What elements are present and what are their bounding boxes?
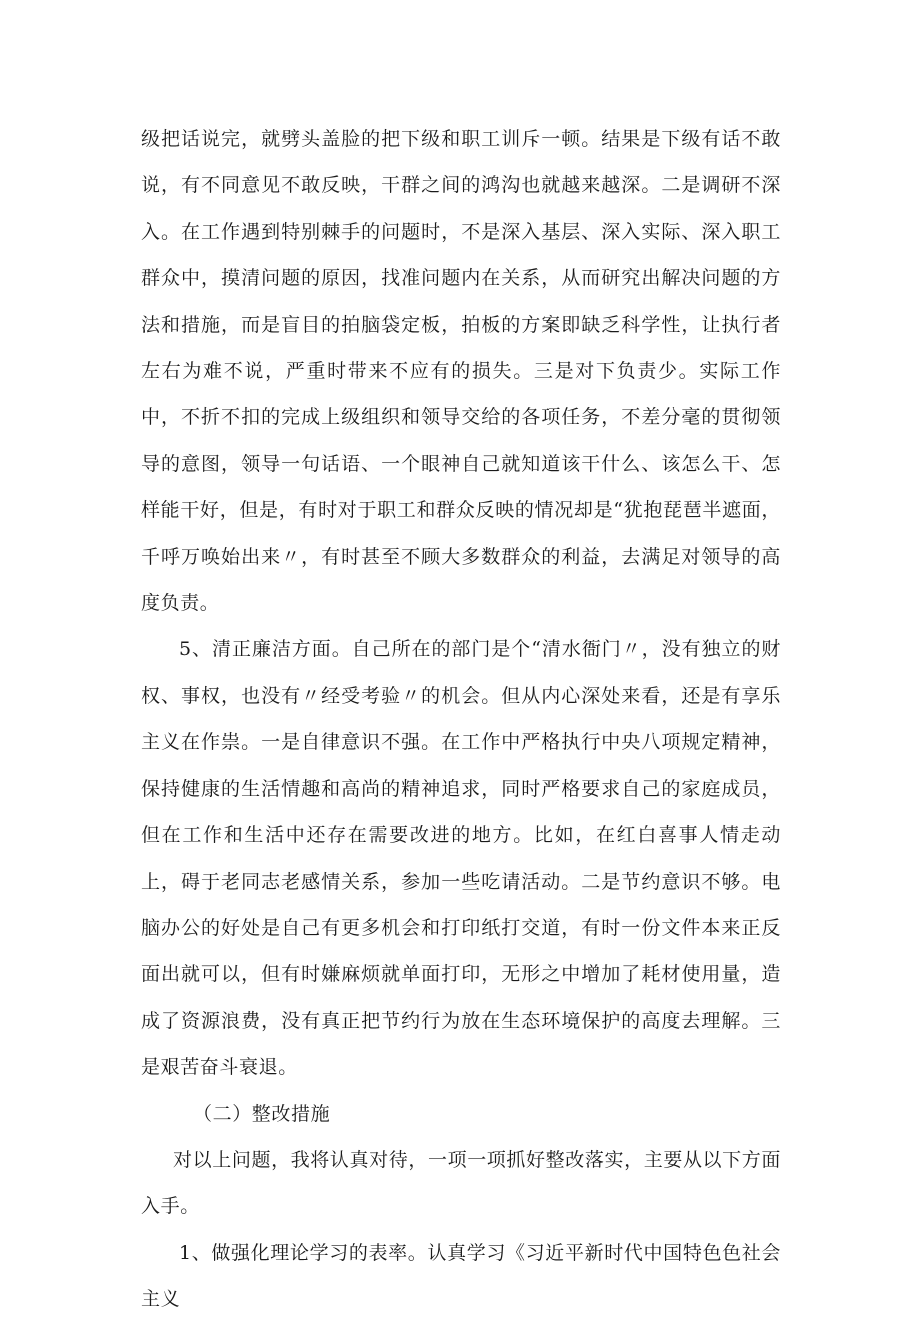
paragraph-5-integrity: 5、清正廉洁方面。自己所在的部门是个“清水衙门〃，没有独立的财权、事权，也没有〃经受考验〃的机会。但从内心深处来看，还是有享乐主义在作祟。一是自律意识不强。在工作中严格执行中央八项规定精神，保持健康的生活情趣和高尚的精神追求，同时严格要求自己的家庭成员，但在工作和生活中还存在需要改进的地方。比如，在红白喜事人情走动上，碍于老同志老感情关系，参加一些吃请活动。二是节约意识不够。电脑办公的好处是自己有更多机会和打印纸打交道，有时一份文件本来正反面出就可以，但有时嫌麻烦就单面打印，无形之中增加了耗材使用量，造成了资源浪费，没有真正把节约行为放在生态环境保护的高度去理解。三是艰苦奋斗衰退。 <box>141 638 781 1079</box>
section-heading-rectification: （二）整改措施 <box>193 1102 331 1125</box>
document-body <box>141 116 781 1323</box>
paragraph-item-1: 1、做强化理论学习的表率。认真学习《习近平新时代中国特色色社会主义 <box>141 1241 781 1311</box>
paragraph-intro: 对以上问题，我将认真对待，一项一项抓好整改落实，主要从以下方面入手。 <box>141 1148 781 1218</box>
paragraph-continuation: 级把话说完，就劈头盖脸的把下级和职工训斥一顿。结果是下级有话不敢说，有不同意见不敢反映，干群之间的鸿沟也就越来越深。二是调研不深入。在工作遇到特别棘手的问题时，不是深入基层、深入实际、深入职工群众中，摸清问题的原因，找准问题内在关系，从而研究出解决问题的方法和措施，而是盲目的拍脑袋定板，拍板的方案即缺乏科学性，让执行者左右为难不说，严重时带来不应有的损失。三是对下负责少。实际工作中，不折不扣的完成上级组织和领导交给的各项任务，不差分毫的贯彻领导的意图，领导一句话语、一个眼神自己就知道该干什么、该怎么干、怎样能干好，但是，有时对于职工和群众反映的情况却是“犹抱琵琶半遮面，千呼万唤始出来〃，有时甚至不顾大多数群众的利益，去满足对领导的高度负责。 <box>141 128 781 615</box>
